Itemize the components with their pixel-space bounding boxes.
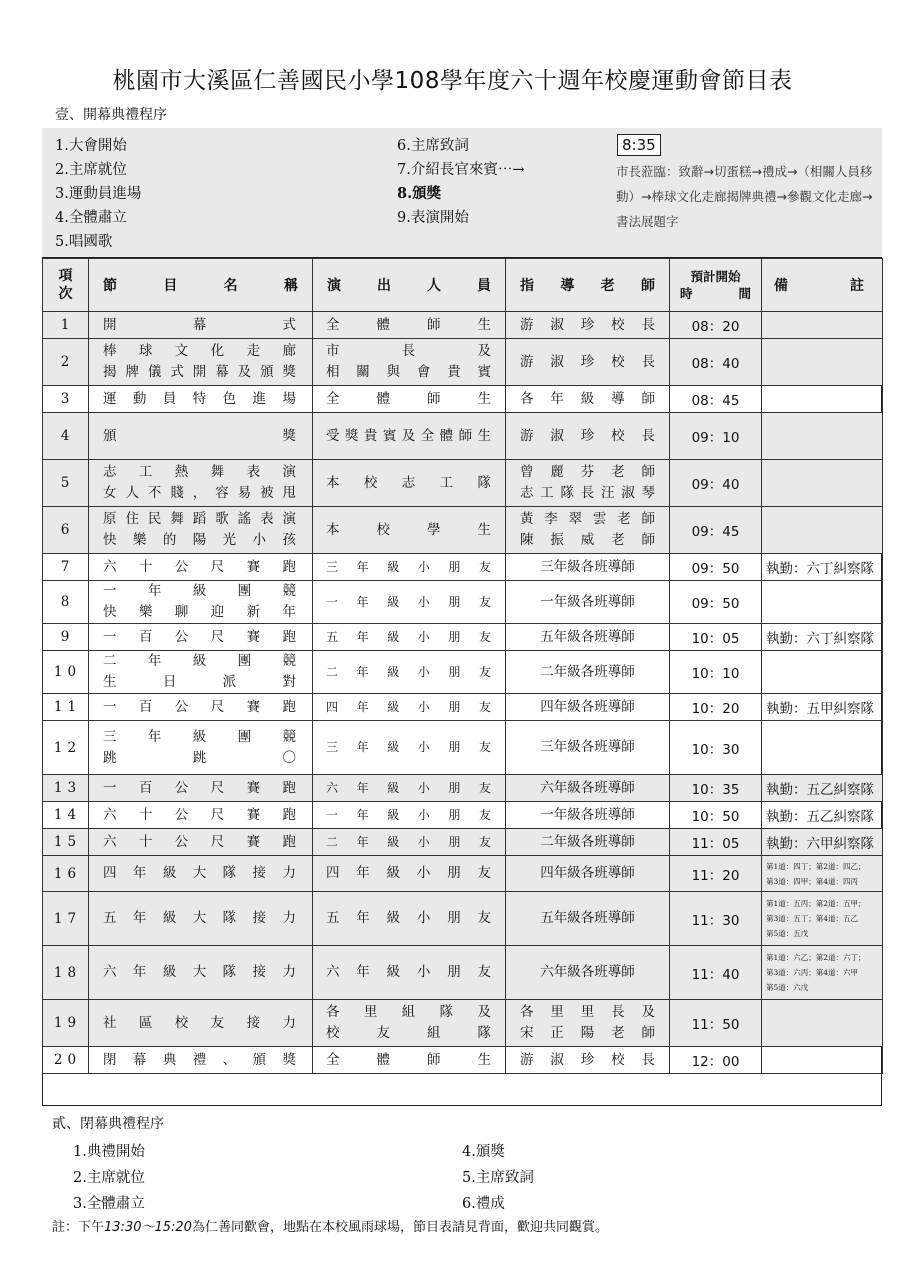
mayor-visit-note: 市長蒞臨：致辭→切蛋糕→禮成→（相關人員移動）→棒球文化走廊揭牌典禮→參觀文化走廊→書法展題字 <box>616 164 873 229</box>
row-performers <box>313 1047 506 1074</box>
row-start-time: 11：50 <box>670 1000 762 1047</box>
teacher-line: 各 年 級 導 師 <box>520 390 655 407</box>
row-teacher <box>506 386 670 413</box>
performer-line: 四 年 級 小 朋 友 <box>326 699 491 714</box>
row-start-time: 08：45 <box>670 386 762 413</box>
table-row <box>43 946 883 1000</box>
performer-line: 六 年 級 小 朋 友 <box>326 964 491 980</box>
row-program-name <box>89 721 313 775</box>
row-performers <box>313 312 506 339</box>
teacher-line: 五年級各班導師 <box>540 628 635 645</box>
row-remark <box>762 802 883 829</box>
row-index: 7 <box>43 554 89 581</box>
row-start-time: 09：50 <box>670 554 762 581</box>
teacher-line: 四年級各班導師 <box>540 865 635 881</box>
program-name-line: 志 工 熱 舞 表 演 <box>103 464 296 480</box>
row-index: 8 <box>43 581 89 624</box>
document-title: 桃園市大溪區仁善國民小學108學年度六十週年校慶運動會節目表 <box>112 68 793 94</box>
program-name-line: 六 十 公 尺 賽 跑 <box>103 558 296 575</box>
remark-line: 第3道：六丙；第4道：六甲 <box>766 968 859 977</box>
teacher-line: 各 里 里 長 及 <box>520 1004 655 1020</box>
header-index: 項 次 <box>43 259 89 312</box>
performer-line: 受 獎 貴 賓 及 全 體 師 生 <box>326 427 491 444</box>
performer-line: 全 體 師 生 <box>326 316 491 333</box>
row-teacher <box>506 892 670 946</box>
row-index: 12 <box>43 721 89 775</box>
row-teacher <box>506 721 670 775</box>
row-performers <box>313 651 506 694</box>
performer-line: 一 年 級 小 朋 友 <box>326 807 491 822</box>
row-performers <box>313 460 506 507</box>
row-performers <box>313 1000 506 1047</box>
row-index: 19 <box>43 1000 89 1047</box>
teacher-line: 五年級各班導師 <box>540 910 635 926</box>
teacher-line: 一年級各班導師 <box>540 806 635 823</box>
row-start-time: 09：40 <box>670 460 762 507</box>
row-index: 15 <box>43 829 89 856</box>
row-program-name <box>89 775 313 802</box>
teacher-line: 四年級各班導師 <box>540 698 635 715</box>
performer-line: 三 年 級 小 朋 友 <box>326 740 491 754</box>
row-index: 16 <box>43 856 89 892</box>
remark-line: 執勤：五乙糾察隊 <box>766 809 874 825</box>
row-remark <box>762 581 883 624</box>
remark-line: 執勤：六丁糾察隊 <box>766 561 874 577</box>
program-name-line: 二 年 級 團 競 <box>103 653 296 669</box>
row-program-name <box>89 1000 313 1047</box>
row-start-time: 11：30 <box>670 892 762 946</box>
row-teacher <box>506 694 670 721</box>
program-name-line: 跳 跳 〇 <box>103 749 296 766</box>
table-row <box>43 892 883 946</box>
program-name-line: 運 動 員 特 色 進 場 <box>103 390 296 407</box>
row-index: 10 <box>43 651 89 694</box>
row-remark <box>762 1000 883 1047</box>
closing-step: 3.全體肅立 <box>73 1196 145 1212</box>
row-program-name <box>89 856 313 892</box>
program-name-line: 六 年 級 大 隊 接 力 <box>103 964 296 980</box>
remark-line: 第3道：五丁；第4道：五乙 <box>766 914 859 923</box>
opening-step: 2.主席就位 <box>55 162 127 178</box>
remark-line: 第1道：四丁；第2道：四乙； <box>766 861 866 871</box>
row-performers <box>313 946 506 1000</box>
row-teacher <box>506 554 670 581</box>
row-program-name <box>89 892 313 946</box>
table-row <box>43 386 883 413</box>
row-index: 13 <box>43 775 89 802</box>
program-name-line: 一 年 級 團 競 <box>103 583 296 599</box>
opening-step: 7.介紹長官來賓⋯→ <box>397 162 525 178</box>
teacher-line: 三年級各班導師 <box>540 558 635 575</box>
closing-steps-left <box>73 1139 145 1217</box>
table-row <box>43 581 883 624</box>
row-index: 9 <box>43 624 89 651</box>
row-remark <box>762 651 883 694</box>
opening-step: 3.運動員進場 <box>55 186 142 202</box>
row-performers <box>313 386 506 413</box>
row-teacher <box>506 312 670 339</box>
performer-line: 四 年 級 小 朋 友 <box>326 865 491 881</box>
table-row <box>43 1000 883 1047</box>
row-remark <box>762 312 883 339</box>
row-remark <box>762 829 883 856</box>
row-index: 5 <box>43 460 89 507</box>
row-start-time: 09：50 <box>670 581 762 624</box>
section-closing-title: 貳、閉幕典禮程序 <box>52 1116 164 1132</box>
table-row <box>43 624 883 651</box>
table-row <box>43 1047 883 1074</box>
program-name-line: 快 樂 聊 迎 新 年 <box>103 604 296 620</box>
remark-line: 執勤：六甲糾察隊 <box>766 836 874 852</box>
row-program-name <box>89 460 313 507</box>
program-name-line: 生 日 派 對 <box>103 674 296 690</box>
teacher-line: 游 淑 珍 校 長 <box>520 316 655 333</box>
performer-line: 五 年 級 小 朋 友 <box>326 910 491 926</box>
row-start-time: 10：10 <box>670 651 762 694</box>
remark-line: 第3道：四甲；第4道：四丙 <box>766 876 859 886</box>
teacher-line: 游 淑 珍 校 長 <box>520 427 655 444</box>
program-name-line: 三 年 級 團 競 <box>103 728 296 745</box>
row-program-name <box>89 1047 313 1074</box>
row-performers <box>313 581 506 624</box>
row-performers <box>313 624 506 651</box>
opening-ceremony-box <box>42 128 882 258</box>
remark-line: 第1道：六乙；第2道：六丁； <box>766 953 866 962</box>
row-remark <box>762 775 883 802</box>
header-teacher: 指 導 老 師 <box>506 259 670 312</box>
row-teacher <box>506 507 670 554</box>
table-row <box>43 460 883 507</box>
performer-line: 三 年 級 小 朋 友 <box>326 559 491 574</box>
row-program-name <box>89 554 313 581</box>
opening-step: 5.唱國歌 <box>55 234 113 250</box>
header-time: 預計開始 時 間 <box>670 259 762 312</box>
closing-step: 6.禮成 <box>462 1196 505 1212</box>
row-teacher <box>506 624 670 651</box>
opening-steps-left <box>55 134 141 254</box>
row-performers <box>313 554 506 581</box>
row-index: 6 <box>43 507 89 554</box>
row-remark <box>762 892 883 946</box>
row-program-name <box>89 581 313 624</box>
row-start-time: 10：05 <box>670 624 762 651</box>
row-teacher <box>506 856 670 892</box>
row-remark <box>762 624 883 651</box>
row-performers <box>313 856 506 892</box>
closing-step: 1.典禮開始 <box>73 1144 145 1160</box>
row-performers <box>313 721 506 775</box>
performer-line: 校 友 組 隊 <box>326 1025 491 1041</box>
opening-step: 6.主席致詞 <box>397 138 469 154</box>
row-teacher <box>506 775 670 802</box>
row-remark <box>762 507 883 554</box>
opening-step: 4.全體肅立 <box>55 210 127 226</box>
program-name-line: 四 年 級 大 隊 接 力 <box>103 865 296 881</box>
row-performers <box>313 507 506 554</box>
mayor-visit-time: 8:35 <box>617 134 661 156</box>
performer-line: 市 長 及 <box>326 343 491 359</box>
table-header-row <box>43 259 883 312</box>
row-performers <box>313 413 506 460</box>
performer-line: 二 年 級 小 朋 友 <box>326 664 491 679</box>
performer-line: 一 年 級 小 朋 友 <box>326 594 491 609</box>
row-program-name <box>89 829 313 856</box>
program-name-line: 開 幕 式 <box>103 316 296 333</box>
row-program-name <box>89 386 313 413</box>
program-name-line: 一 百 公 尺 賽 跑 <box>103 698 296 715</box>
row-remark <box>762 946 883 1000</box>
row-teacher <box>506 1000 670 1047</box>
row-program-name <box>89 507 313 554</box>
header-performers: 演 出 人 員 <box>313 259 506 312</box>
teacher-line: 志 工 隊 長 汪 淑 琴 <box>520 485 655 501</box>
footnote-time: 13:30～15:20 <box>104 1220 192 1235</box>
row-teacher <box>506 581 670 624</box>
performer-line: 本 校 學 生 <box>326 521 491 538</box>
performer-line: 全 體 師 生 <box>326 1051 491 1068</box>
table-row <box>43 413 883 460</box>
program-name-line: 一 百 公 尺 賽 跑 <box>103 628 296 645</box>
program-name-line: 棒 球 文 化 走 廊 <box>103 343 296 359</box>
row-start-time: 11：20 <box>670 856 762 892</box>
remark-line: 執勤：五甲糾察隊 <box>766 701 874 717</box>
table-row <box>43 829 883 856</box>
teacher-line: 游 淑 珍 校 長 <box>520 353 655 370</box>
program-name-line: 原 住 民 舞 蹈 歌 謠 表 演 <box>103 511 296 527</box>
remark-line: 第5道：六戊 <box>766 983 809 992</box>
row-program-name <box>89 694 313 721</box>
row-start-time: 08：40 <box>670 339 762 386</box>
row-index: 20 <box>43 1047 89 1074</box>
opening-steps-right <box>397 134 524 230</box>
closing-step: 5.主席致詞 <box>462 1170 534 1186</box>
program-name-line: 閉 幕 典 禮 、 頒 獎 <box>103 1051 296 1068</box>
row-performers <box>313 775 506 802</box>
program-name-line: 六 十 公 尺 賽 跑 <box>103 833 296 850</box>
remark-line: 第1道：五丙；第2道：五甲； <box>766 899 866 908</box>
row-remark <box>762 554 883 581</box>
row-index: 3 <box>43 386 89 413</box>
row-start-time: 10：30 <box>670 721 762 775</box>
row-start-time: 12：00 <box>670 1047 762 1074</box>
program-name-line: 一 百 公 尺 賽 跑 <box>103 779 296 796</box>
opening-step: 8.頒獎 <box>397 185 442 202</box>
table-row <box>43 856 883 892</box>
row-program-name <box>89 651 313 694</box>
performer-line: 全 體 師 生 <box>326 390 491 407</box>
footnote-prefix: 註：下午 <box>52 1220 105 1235</box>
row-teacher <box>506 339 670 386</box>
section-opening-title: 壹、開幕典禮程序 <box>55 107 167 123</box>
header-program-name: 節 目 名 稱 <box>89 259 313 312</box>
row-performers <box>313 339 506 386</box>
footnote <box>52 1216 608 1235</box>
row-remark <box>762 386 883 413</box>
opening-step: 1.大會開始 <box>55 138 127 154</box>
remark-line: 第5道：五戊 <box>766 929 809 938</box>
row-program-name <box>89 946 313 1000</box>
row-teacher <box>506 802 670 829</box>
row-performers <box>313 892 506 946</box>
closing-step: 4.頒獎 <box>462 1144 505 1160</box>
table-row <box>43 507 883 554</box>
teacher-line: 曾 麗 芬 老 師 <box>520 464 655 480</box>
row-remark <box>762 694 883 721</box>
row-performers <box>313 802 506 829</box>
teacher-line: 二年級各班導師 <box>540 833 635 850</box>
program-name-line: 社 區 校 友 接 力 <box>103 1014 296 1031</box>
row-remark <box>762 460 883 507</box>
row-performers <box>313 694 506 721</box>
row-remark <box>762 856 883 892</box>
performer-line: 各 里 組 隊 及 <box>326 1004 491 1020</box>
teacher-line: 二年級各班導師 <box>540 663 635 680</box>
row-index: 4 <box>43 413 89 460</box>
row-program-name <box>89 802 313 829</box>
remark-line: 執勤：六丁糾察隊 <box>766 631 874 647</box>
header-remark: 備 註 <box>762 259 883 312</box>
row-remark <box>762 339 883 386</box>
row-start-time: 10：50 <box>670 802 762 829</box>
table-row <box>43 802 883 829</box>
closing-steps-right <box>462 1139 534 1217</box>
row-index: 14 <box>43 802 89 829</box>
row-index: 2 <box>43 339 89 386</box>
row-remark <box>762 1047 883 1074</box>
program-name-line: 揭 牌 儀 式 開 幕 及 頒 獎 <box>103 364 296 380</box>
opening-step: 9.表演開始 <box>397 210 469 226</box>
table-row <box>43 312 883 339</box>
teacher-line: 游 淑 珍 校 長 <box>520 1051 655 1068</box>
row-performers <box>313 829 506 856</box>
row-program-name <box>89 312 313 339</box>
row-teacher <box>506 651 670 694</box>
row-teacher <box>506 413 670 460</box>
row-index: 17 <box>43 892 89 946</box>
row-program-name <box>89 413 313 460</box>
row-program-name <box>89 339 313 386</box>
table-row <box>43 339 883 386</box>
performer-line: 六 年 級 小 朋 友 <box>326 780 491 795</box>
performer-line: 相 關 與 會 貴 賓 <box>326 364 491 380</box>
row-teacher <box>506 946 670 1000</box>
row-start-time: 09：10 <box>670 413 762 460</box>
table-row <box>43 721 883 775</box>
row-index: 18 <box>43 946 89 1000</box>
teacher-line: 一年級各班導師 <box>540 593 635 610</box>
teacher-line: 黃 李 翠 雲 老 師 <box>520 511 655 527</box>
row-start-time: 09：45 <box>670 507 762 554</box>
row-teacher <box>506 1047 670 1074</box>
closing-step: 2.主席就位 <box>73 1170 145 1186</box>
teacher-line: 六年級各班導師 <box>540 779 635 796</box>
program-name-line: 五 年 級 大 隊 接 力 <box>103 910 296 926</box>
row-start-time: 11：05 <box>670 829 762 856</box>
performer-line: 二 年 級 小 朋 友 <box>326 834 491 849</box>
table-row <box>43 554 883 581</box>
program-table <box>42 258 883 1074</box>
row-remark <box>762 721 883 775</box>
performer-line: 本 校 志 工 隊 <box>326 474 491 491</box>
program-name-line: 六 十 公 尺 賽 跑 <box>103 806 296 823</box>
row-index: 11 <box>43 694 89 721</box>
row-index: 1 <box>43 312 89 339</box>
row-teacher <box>506 829 670 856</box>
table-row <box>43 775 883 802</box>
row-start-time: 08：20 <box>670 312 762 339</box>
program-name-line: 女 人 不 賤 ， 容 易 被 甩 <box>103 485 296 501</box>
row-program-name <box>89 624 313 651</box>
teacher-line: 三年級各班導師 <box>540 739 635 755</box>
teacher-line: 宋 正 陽 老 師 <box>520 1025 655 1041</box>
row-teacher <box>506 460 670 507</box>
teacher-line: 六年級各班導師 <box>540 964 635 980</box>
row-start-time: 10：20 <box>670 694 762 721</box>
performer-line: 五 年 級 小 朋 友 <box>326 629 491 644</box>
remark-line: 執勤：五乙糾察隊 <box>766 782 874 798</box>
table-row <box>43 694 883 721</box>
teacher-line: 陳 振 威 老 師 <box>520 532 655 548</box>
program-name-line: 頒 獎 <box>103 427 296 444</box>
row-start-time: 10：35 <box>670 775 762 802</box>
table-row <box>43 651 883 694</box>
row-remark <box>762 413 883 460</box>
footnote-text: 為仁善同歡會，地點在本校風雨球場，節目表請見背面，歡迎共同觀賞。 <box>191 1220 608 1235</box>
row-start-time: 11：40 <box>670 946 762 1000</box>
program-name-line: 快 樂 的 陽 光 小 孩 <box>103 532 296 548</box>
